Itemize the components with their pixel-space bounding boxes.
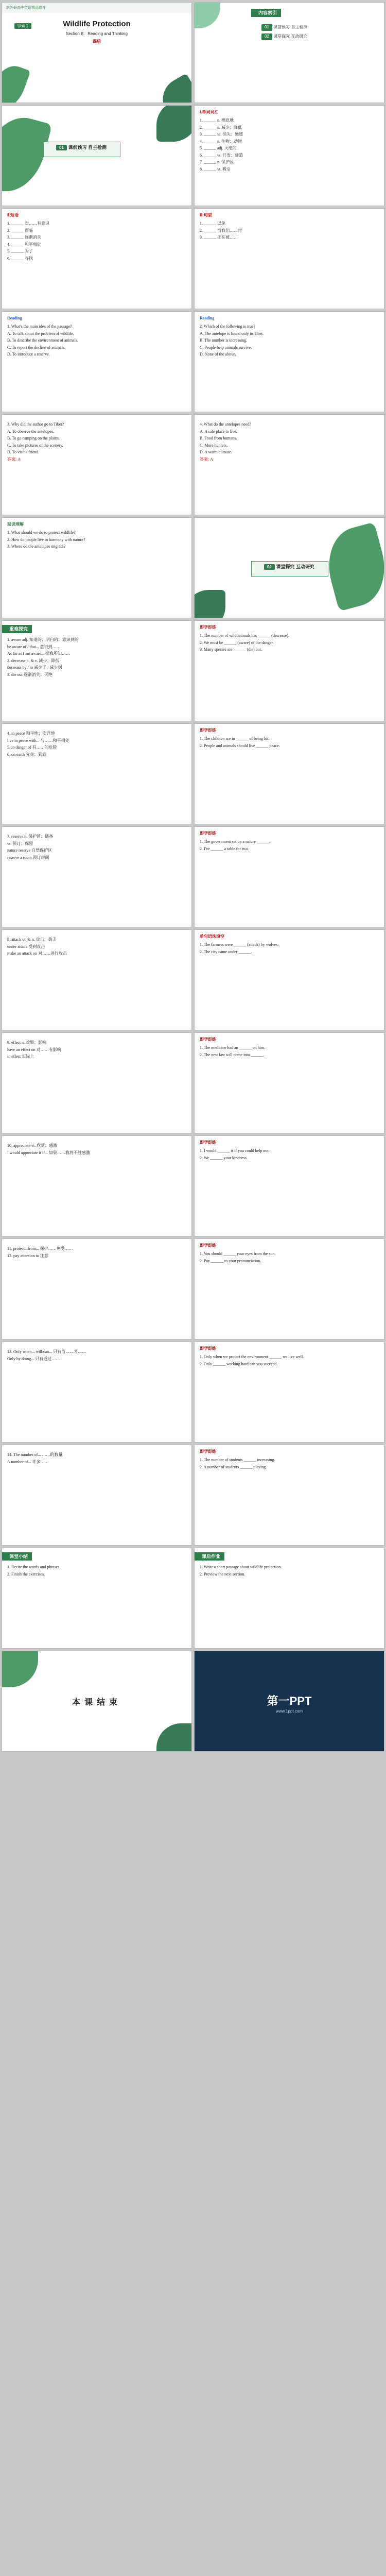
option[interactable]: B. Food from humans. (200, 436, 237, 440)
reading-slide (2, 414, 192, 515)
list-item: 2. We must be ______ (aware) of the danger. (200, 640, 274, 645)
list-item: 5. ______ 为了 (7, 249, 33, 253)
list-item: 7. reserve n. 保护区；储备 (7, 834, 54, 839)
list-item: 1. The medicine had an ______ on him. (200, 1045, 266, 1050)
exercise-slide (194, 620, 384, 721)
list-item: 3. ______ vi. 消失；绝迹 (200, 132, 243, 137)
lesson-text (7, 937, 187, 958)
list-item: 3. die out 逐渐消失；灭绝 (7, 672, 52, 677)
lesson-slide (2, 826, 192, 927)
list-item: 2. ______ 当我们……时 (200, 228, 242, 233)
list-item: A number of... 许多…… (7, 1459, 49, 1464)
reading-slide (2, 311, 192, 412)
list-item: 2. Only ______ working hard can you succeed. (200, 1361, 278, 1366)
lesson-text (7, 1246, 187, 1260)
leaf-decoration (194, 2, 220, 28)
list-item: 3. Many species are ______ (die) out. (200, 647, 262, 652)
section-heading: 即学即练 (200, 728, 216, 733)
exercise-text (200, 839, 380, 853)
option[interactable]: A. To observe the antelopes. (7, 429, 54, 434)
vocab-slide (194, 105, 384, 206)
question-text: 1. What should we do to protect wildlife? (7, 530, 76, 535)
question-text: 2. How do people live in harmony with nature? (7, 537, 85, 542)
page-subtitle: Section B Reading and Thinking (66, 31, 128, 36)
question-block (7, 422, 187, 464)
leaf-decoration (155, 73, 192, 103)
list-item: 1. The number of wild animals has ______ (decrease). (200, 633, 290, 638)
reading-slide (2, 517, 192, 618)
exercise-slide (194, 1342, 384, 1443)
leaf-decoration (2, 1651, 38, 1687)
section-heading: 单句语法填空 (200, 934, 224, 939)
section-heading: Ⅰ.单词词汇 (200, 110, 219, 114)
exercise-text (200, 1458, 380, 1471)
end-slide (2, 1651, 192, 1752)
lesson-slide (2, 1239, 192, 1340)
list-item: 1. The farmers were ______ (attack) by wolves. (200, 942, 279, 947)
option[interactable]: C. People help animals survive. (200, 345, 252, 350)
lesson-text (7, 1040, 187, 1061)
question-text: 1. What's the main idea of the passage? (7, 324, 72, 329)
exercise-text (200, 1045, 380, 1059)
list-item: 1. The number of students ______ increasing. (200, 1458, 275, 1462)
section-heading: Ⅲ.句型 (200, 213, 212, 217)
section-heading: 即学即练 (200, 625, 216, 630)
brand-url[interactable]: www.1ppt.com (275, 1709, 303, 1714)
homework-slide (194, 1548, 384, 1649)
list-item: 1. aware adj. 知道的；明白的；意识到的 (7, 637, 79, 642)
list-item: 9. effect n. 效果；影响 (7, 1040, 47, 1045)
contents-item[interactable]: 02 课堂探究 互动研究 (261, 33, 307, 40)
option[interactable]: B. To describe the environment of animals. (7, 338, 78, 343)
lesson-slide (2, 1445, 192, 1546)
option[interactable]: D. To introduce a reserve. (7, 352, 50, 357)
question-text: 2. Which of the following is true? (200, 324, 256, 329)
answer-text: 答案: A (7, 456, 21, 462)
list-item: 2. ______ n. 减少；降低 (200, 125, 242, 130)
reading-slide (194, 311, 384, 412)
exercise-slide (194, 826, 384, 927)
question-block (200, 324, 380, 359)
option[interactable]: C. More hunters. (200, 443, 228, 448)
question-text: 3. Why did the author go to Tibet? (7, 422, 64, 427)
option[interactable]: C. To report the decline of animals. (7, 345, 66, 350)
section-heading: 即学即练 (200, 831, 216, 836)
list-item: 2. The city came under ______. (200, 949, 252, 954)
section-heading: 即学即练 (200, 1243, 216, 1248)
leaf-decoration (156, 1723, 192, 1752)
question-block (200, 422, 380, 464)
phrase-slide (2, 208, 192, 309)
lesson-text (7, 1143, 187, 1157)
option[interactable]: A. A safe place to live. (200, 429, 237, 434)
brand-title: 第一PPT (267, 1694, 312, 1707)
lesson-slide (2, 723, 192, 824)
list-item: 6. ______ vt. 开发；建造 (200, 152, 243, 158)
list-item: 2. A number of students ______ playing. (200, 1464, 267, 1469)
sentence-slide (194, 208, 384, 309)
list-item: 13. Only when... will/can... 只有当……才…… (7, 1349, 86, 1354)
option[interactable]: A. To talk about the problem of wildlife. (7, 331, 74, 336)
leaf-decoration (319, 522, 384, 611)
page-title: Wildlife Protection (63, 20, 131, 28)
list-item: 8. ______ vt. 吸引 (200, 166, 231, 172)
homework-text (200, 1565, 380, 1579)
list-item: 11. protect...from... 保护……免受…… (7, 1246, 73, 1251)
section-heading: 即学即练 (200, 1140, 216, 1145)
list-item: 2. ______ 面临 (7, 228, 33, 233)
section-heading: 即学即练 (200, 1449, 216, 1454)
option[interactable]: B. The number is increasing. (200, 338, 248, 343)
section-heading: 阅读理解 (7, 522, 24, 527)
list-item: 1. Only when we protect the environment ______ we live well. (200, 1354, 304, 1359)
list-item: 10. appreciate vt. 欣赏；感激 (7, 1143, 58, 1148)
section-heading: 即学即练 (200, 1346, 216, 1351)
list-item: 2. Pay ______ to your pronunciation. (200, 1258, 261, 1263)
section-slide (194, 517, 384, 618)
answer-text: 答案: A (200, 456, 213, 462)
reading-slide (194, 414, 384, 515)
list-item: 1. ______ 对……有意识 (7, 221, 49, 226)
title-slide (2, 2, 192, 103)
unit-badge: Unit 1 (14, 21, 31, 30)
lesson-text (7, 1452, 187, 1466)
option[interactable]: B. To go camping on the plains. (7, 436, 60, 440)
list-item: have an effect on 对……有影响 (7, 1047, 61, 1052)
list-item: 1. You should ______ your eyes from the sun. (200, 1251, 276, 1256)
exercise-text (200, 1251, 380, 1265)
list-item: 4. in peace 和平地；安详地 (7, 731, 55, 736)
list-item: 2. Preview the next section. (200, 1571, 245, 1577)
section-heading: 重难探究 (2, 625, 32, 633)
list-item: 1. I would ______ it if you could help me. (200, 1148, 270, 1153)
exercise-text (200, 1354, 380, 1368)
summary-slide (2, 1548, 192, 1649)
list-item: 1. The government set up a nature ______. (200, 839, 270, 844)
section-heading: Reading (200, 316, 215, 320)
list-item: 2. People and animals should live ______ peace. (200, 743, 280, 748)
list-item: 2. decrease n. & v. 减少；降低 (7, 658, 60, 663)
section-heading: Reading (7, 316, 22, 320)
list-item: 8. attack vt. & n. 攻击；袭击 (7, 937, 57, 942)
logo-text: 新外研高中英语精品课件 (6, 6, 46, 10)
section-title: 01 课前预习 自主检测 (43, 144, 119, 150)
option[interactable]: C. To take pictures of the scenery. (7, 443, 63, 448)
list-item: Only by doing... 只有通过…… (7, 1356, 60, 1361)
option[interactable]: D. To visit a friend. (7, 450, 40, 454)
list-item: 1. ______ n. 栖息地 (200, 118, 234, 123)
list-item: 3. ______ 正在被…… (200, 235, 238, 240)
list-item: 5. ______ adj. 灭绝的 (200, 146, 237, 150)
question-block (7, 530, 187, 551)
lesson-text (7, 1349, 187, 1363)
list-item: 6. on earth 究竟；到底 (7, 752, 46, 757)
contents-header: 内容索引 (251, 9, 281, 17)
exercise-slide (194, 929, 384, 1030)
list-item: nature reserve 自然保护区 (7, 848, 52, 853)
end-title: 本课结束 (72, 1698, 121, 1707)
exercise-text (200, 942, 380, 956)
list-item: reserve a room 预订房间 (7, 855, 49, 860)
exercise-slide (194, 1445, 384, 1546)
vocab-list (200, 118, 380, 174)
section-heading: Ⅱ.短语 (7, 213, 19, 217)
list-item: 1. Write a short passage about wildlife protection. (200, 1565, 282, 1569)
option[interactable]: A. The antelope is found only in Tibet. (200, 331, 264, 336)
list-item: As far as I am aware... 据我所知…… (7, 651, 70, 656)
leaf-decoration (194, 590, 225, 618)
list-item: 5. in danger of 有……的危险 (7, 745, 57, 750)
summary-text (7, 1565, 187, 1579)
list-item: 2. The new law will come into ______. (200, 1052, 265, 1057)
list-item: 7. ______ n. 保护区 (200, 160, 234, 164)
lesson-slide (2, 1032, 192, 1133)
section-slide (2, 105, 192, 206)
lesson-text (7, 834, 187, 862)
lesson-slide (2, 1136, 192, 1236)
question-text: 3. Where do the antelopes migrate? (7, 544, 66, 549)
exercise-slide (194, 1239, 384, 1340)
list-item: live in peace with... 与……和平相处 (7, 738, 69, 743)
lesson-slide (2, 620, 192, 721)
sentence-list (200, 221, 380, 242)
list-item: I would appreciate it if... 如果……我将不胜感激 (7, 1150, 90, 1155)
lesson-text (7, 731, 187, 759)
exercise-slide (194, 1032, 384, 1133)
list-item: decrease by / to 减少了 / 减少到 (7, 665, 62, 670)
list-item: vt. 预订；保留 (7, 841, 33, 846)
section-heading: 课后作业 (195, 1552, 224, 1561)
contents-item[interactable]: 01 课前预习 自主检测 (261, 24, 307, 31)
list-item: 1. Recite the words and phrases. (7, 1565, 61, 1569)
exercise-slide (194, 1136, 384, 1236)
list-item: make an attack on 对……进行攻击 (7, 951, 67, 956)
exercise-slide (194, 723, 384, 824)
exercise-text (200, 633, 380, 654)
list-item: 6. ______ 寻找 (7, 256, 33, 261)
list-item: 12. pay attention to 注意 (7, 1253, 48, 1258)
question-text: 4. What do the antelopes need? (200, 422, 251, 427)
list-item: 2. I've ______ a table for two. (200, 846, 250, 851)
phrase-list (7, 221, 187, 263)
list-item: in effect 实际上 (7, 1054, 34, 1059)
list-item: 3. ______ 逐渐消失 (7, 235, 41, 240)
list-item: 1. The children are in ______ of being hit. (200, 736, 270, 741)
list-item: 1. ______ 以免 (200, 221, 225, 226)
brand-slide (194, 1651, 384, 1752)
exercise-text (200, 736, 380, 750)
lesson-slide (2, 929, 192, 1030)
option[interactable]: D. A warm climate. (200, 450, 232, 454)
list-item: be aware of / that... 意识到…… (7, 644, 61, 649)
list-item: under attack 受到攻击 (7, 944, 45, 949)
list-item: 14. The number of... ……的数量 (7, 1452, 63, 1457)
question-block (7, 324, 187, 359)
option[interactable]: D. None of the above. (200, 352, 236, 357)
section-title: 02 课堂探究 互动研究 (251, 563, 327, 570)
list-item: 2. Finish the exercises. (7, 1571, 45, 1577)
section-heading: 课堂小结 (2, 1552, 32, 1561)
exercise-text (200, 1148, 380, 1162)
list-item: 4. ______ n. 生物；动物 (200, 139, 242, 144)
leaf-decoration (2, 60, 31, 103)
section-heading: 即学即练 (200, 1037, 216, 1042)
leaf-decoration (156, 105, 192, 142)
lesson-slide (2, 1342, 192, 1443)
section-tag: 课后 (93, 39, 101, 44)
list-item: 2. We ______ your kindness. (200, 1155, 248, 1160)
lesson-text (7, 637, 187, 679)
contents-slide (194, 2, 384, 103)
list-item: 4. ______ 和平相处 (7, 242, 41, 247)
